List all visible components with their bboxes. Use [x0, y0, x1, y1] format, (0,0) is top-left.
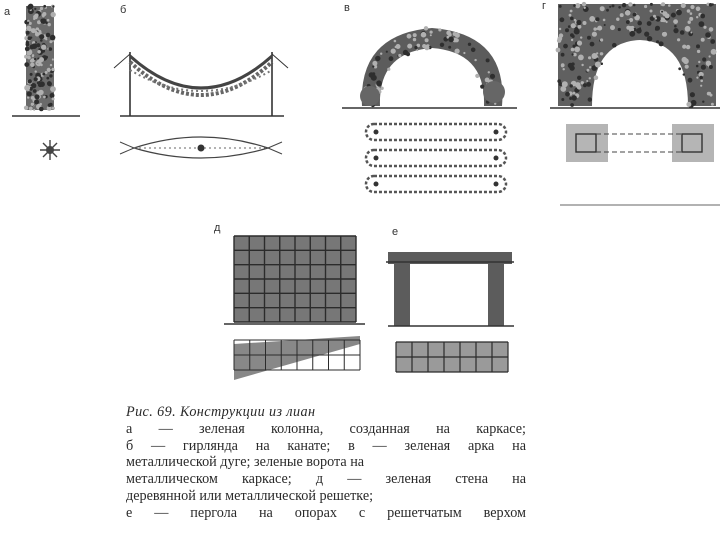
caption-line-2: б — гирлянда на канате; в — зеленая арка на	[126, 437, 526, 454]
panel-label-g: г	[542, 0, 547, 12]
figure-caption	[126, 404, 526, 522]
caption-line-6: е — пергола на опорах с решетчатым верхом	[126, 504, 526, 521]
green-wall-illustration	[210, 220, 375, 395]
column-plan-star	[40, 140, 60, 160]
caption-line-1: а — зеленая колонна, созданная на каркасе;	[126, 420, 526, 437]
panel-label-v: в	[344, 2, 350, 14]
caption-line-3: металлической дуге; зеленые ворота на	[126, 454, 365, 471]
panel-label-e: е	[392, 226, 399, 238]
caption-line-4: металлическом каркасе; д — зеленая стена на	[126, 471, 526, 488]
green-gate-illustration	[540, 0, 720, 210]
panel-b	[112, 0, 302, 200]
caption-line-5: деревянной или металлической решетке;	[126, 487, 374, 504]
panel-label-a: а	[4, 6, 11, 18]
caption-title: Рис. 69. Конструкции из лиан	[126, 404, 316, 420]
panel-e	[380, 222, 520, 397]
panel-v	[332, 0, 522, 205]
panel-label-d: д	[214, 222, 221, 234]
pergola-illustration	[380, 222, 520, 397]
panel-a	[0, 0, 90, 200]
panel-g	[540, 0, 720, 210]
panel-label-b: б	[120, 4, 127, 16]
garland-illustration	[112, 0, 302, 200]
green-column-illustration	[0, 0, 90, 200]
panel-d	[210, 220, 375, 395]
green-arch-illustration	[332, 0, 522, 205]
